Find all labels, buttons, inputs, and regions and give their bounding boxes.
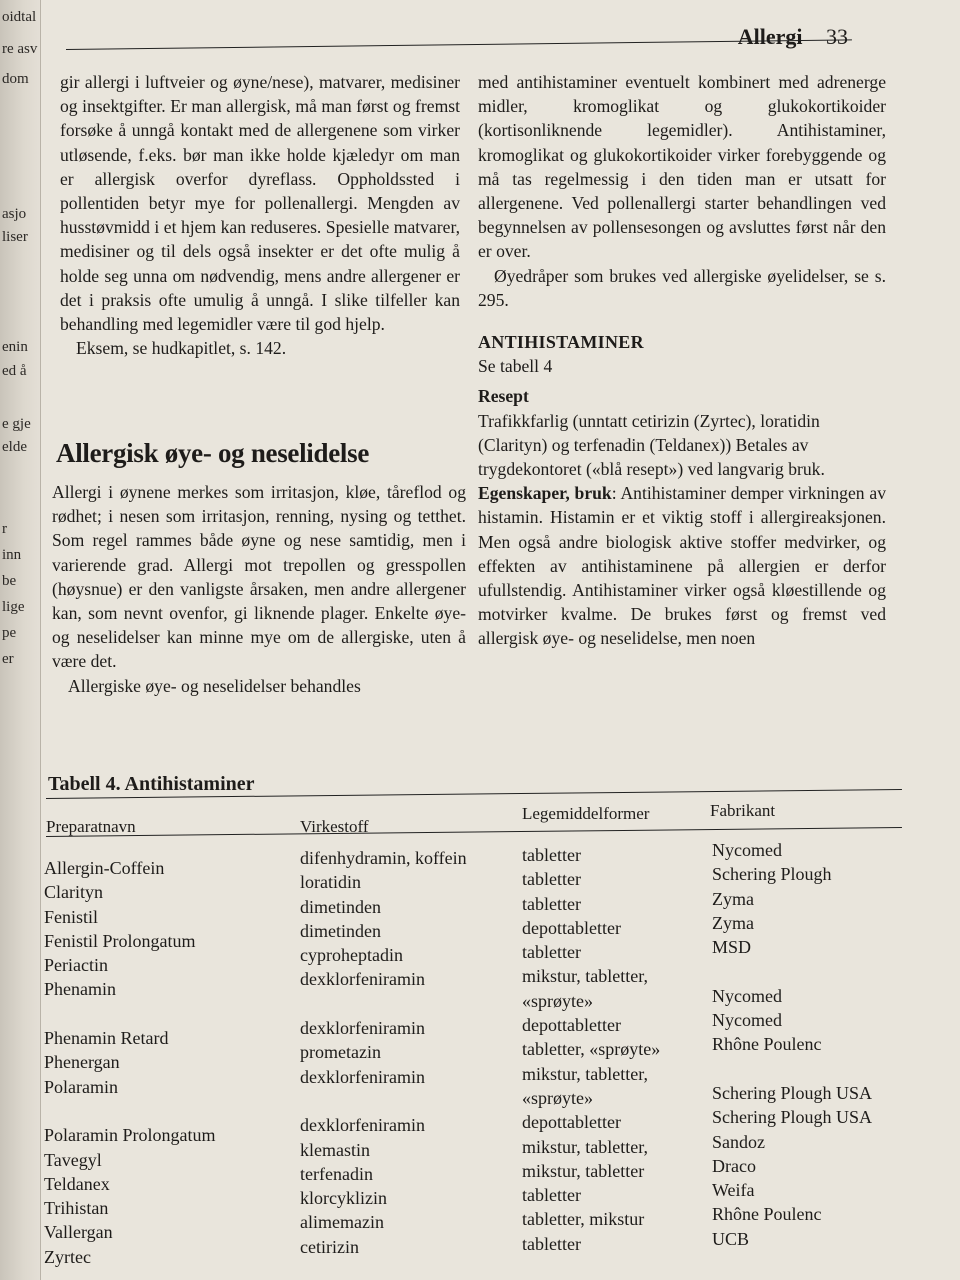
properties-text: : Antihistaminer demper virkningen av histamin. Histamin er et viktig stoff i allergireaksjonen. Men også andre biologisk aktive stoffer medvirker, og effekten av antihistaminene på allergien er derfor ufullstendig. Antihistaminer virker også kløestillende og motvirker kvalme. De brukes først og fremst ved allergisk øye- og neselidelse, men noen bbox=[478, 483, 886, 649]
table-cell: Zyma bbox=[712, 912, 754, 933]
column-fabrikant bbox=[712, 838, 872, 1251]
running-head bbox=[738, 24, 848, 50]
table-cell: klorcyklizin bbox=[300, 1188, 387, 1209]
adjacent-page-edge bbox=[0, 0, 41, 1280]
table-cell: Rhône Poulenc bbox=[712, 1204, 822, 1225]
table-cell: tabletter bbox=[522, 845, 581, 865]
body-paragraph: med antihistaminer eventuelt kombinert med adrenerge midler, kromoglikat og glukokortikoider (kortisonliknende legemidler). Antihistaminer, kromoglikat og glukokortikoider virker forebyggende og må tas regelmessig i den tiden man er utsatt for allergenene. Ved pollenallergi starter behandlingen ved begynnelsen av pollensesongen og avsluttes først når den er over. bbox=[478, 72, 886, 262]
body-paragraph: gir allergi i luftveier og øyne/nese), matvarer, medisiner og insektgifter. Er man allergisk, må man først og fremst forsøke å unngå kontakt med de allergenene som virker utløsende, f.eks. bør man ikke holde kjæledyr om man er allergisk overfor dyreflass. Oppholdssted i pollentiden betyr mye for pollenallergi. Mengden av husstøvmidd i et hjem kan reduseres. Spesielle matvarer, medisiner og til dels også insekter er det ofte mulig å holde seg unna om nødvendig, mens andre allergener er det i praksis ofte umulig å unngå. I slike tilfeller kan behandling med legemidler være til god hjelp. bbox=[60, 72, 460, 335]
body-paragraph: Øyedråper som brukes ved allergiske øyelidelser, se s. 295. bbox=[478, 265, 886, 310]
edge-fragment: asjo bbox=[2, 206, 27, 222]
left-column-section bbox=[52, 480, 466, 698]
column-header: Preparatnavn bbox=[46, 817, 136, 836]
table-cell: Trihistan bbox=[44, 1198, 109, 1219]
table-cell: depottabletter bbox=[522, 1112, 621, 1133]
table-cell: tabletter bbox=[522, 893, 581, 914]
body-paragraph: Allergiske øye- og neselidelser behandles bbox=[68, 675, 361, 696]
table-cell: Schering Plough USA bbox=[712, 1107, 873, 1128]
table-cell: Phenamin bbox=[44, 979, 116, 1000]
edge-fragment: be bbox=[2, 573, 17, 589]
table-cell: dexklorfeniramin bbox=[300, 1066, 425, 1087]
table-cell: loratidin bbox=[300, 872, 361, 893]
table-cell: cetirizin bbox=[300, 1236, 359, 1257]
edge-fragment: r bbox=[2, 521, 7, 537]
table-reference: Se tabell 4 bbox=[478, 356, 553, 377]
edge-fragment: liser bbox=[2, 229, 28, 245]
table-cell: Fenistil Prolongatum bbox=[44, 930, 196, 951]
table-cell: Nycomed bbox=[712, 985, 782, 1006]
table-cell: dimetinden bbox=[300, 896, 381, 917]
table-cell: «sprøyte» bbox=[522, 1087, 593, 1108]
table-cell: tabletter bbox=[522, 1185, 581, 1206]
edge-fragment: lige bbox=[2, 599, 25, 615]
table-cell: tabletter, «sprøyte» bbox=[522, 1039, 661, 1060]
body-paragraph: Allergi i øynene merkes som irritasjon, kløe, tåreflod og rødhet; i nesen som irritasjon, renning, nysing og tetthet. Som regel rammes både øyne og nese samtidig, men i varierende grad. Allergi mot trepollen og gresspollen (høysnue) er den vanligste årsaken, men andre allergener kan, som nevnt ovenfor, gi liknende plager. Enkelte øye- og neselidelser kan minne mye om de allergiske, uten å være det. bbox=[52, 482, 466, 672]
table-cell: UCB bbox=[712, 1228, 750, 1249]
table-cell: depottabletter bbox=[522, 1015, 621, 1036]
antihistamine-table bbox=[40, 770, 910, 1280]
table-cell: alimemazin bbox=[300, 1212, 384, 1233]
table-cell: prometazin bbox=[300, 1042, 381, 1063]
table-cell: mikstur, tabletter, bbox=[522, 1063, 649, 1084]
table-cell: Rhône Poulenc bbox=[712, 1034, 822, 1055]
subheading-antihistaminer: ANTIHISTAMINER bbox=[478, 332, 644, 353]
table-cell: Polaramin Prolongatum bbox=[44, 1125, 216, 1146]
table-cell: mikstur, tabletter bbox=[522, 1160, 645, 1181]
table-cell: klemastin bbox=[300, 1139, 370, 1160]
table-cell bbox=[712, 959, 872, 983]
column-header: Legemiddelformer bbox=[522, 804, 650, 823]
column-header: Virkestoff bbox=[300, 817, 369, 836]
edge-fragment: oidtal bbox=[2, 9, 37, 25]
table-cell: Nycomed bbox=[712, 840, 782, 860]
table-cell: tabletter, mikstur bbox=[522, 1209, 645, 1230]
table-cell: Schering Plough USA bbox=[712, 1082, 873, 1103]
table-cell: Allergin-Coffein bbox=[44, 858, 165, 878]
table-cell: difenhydramin, koffein bbox=[300, 848, 467, 868]
table-cell: cyproheptadin bbox=[300, 945, 403, 966]
table-cell: MSD bbox=[712, 937, 752, 958]
table-cell bbox=[44, 1002, 215, 1026]
column-preparatnavn bbox=[44, 856, 215, 1269]
table-cell: Polaramin bbox=[44, 1076, 118, 1097]
table-cell: Draco bbox=[712, 1155, 756, 1176]
header-rule bbox=[66, 39, 852, 50]
table-cell: «sprøyte» bbox=[522, 990, 593, 1011]
table-cell: Zyrtec bbox=[44, 1246, 91, 1267]
edge-fragment: ed å bbox=[2, 363, 27, 379]
edge-fragment: e gje bbox=[2, 416, 31, 432]
table-cell: Phenergan bbox=[44, 1052, 120, 1073]
table-cell: tabletter bbox=[522, 942, 581, 963]
table-cell: terfenadin bbox=[300, 1163, 373, 1184]
table-cell: Teldanex bbox=[44, 1173, 110, 1194]
table-cell: dexklorfeniramin bbox=[300, 969, 425, 990]
table-cell bbox=[44, 1099, 215, 1123]
column-virkestoff bbox=[300, 846, 467, 1259]
table-cell bbox=[300, 992, 467, 1016]
running-title: Allergi bbox=[737, 24, 803, 49]
table-cell: tabletter bbox=[522, 869, 581, 890]
table-cell: Fenistil bbox=[44, 906, 99, 927]
left-column-top bbox=[60, 70, 460, 360]
edge-fragment: enin bbox=[2, 339, 28, 355]
column-header: Fabrikant bbox=[710, 801, 776, 820]
edge-fragment: pe bbox=[2, 625, 17, 641]
table-cell: Weifa bbox=[712, 1180, 755, 1201]
table-cell: dimetinden bbox=[300, 920, 381, 941]
table-cell: Vallergan bbox=[44, 1222, 113, 1243]
edge-fragment: dom bbox=[2, 71, 29, 87]
edge-fragment: elde bbox=[2, 439, 27, 455]
column-legemiddelformer bbox=[522, 843, 660, 1256]
page-number: 33 bbox=[826, 24, 848, 49]
table-cell: Clarityn bbox=[44, 882, 103, 903]
edge-fragment: er bbox=[2, 651, 14, 667]
resept-label: Resept bbox=[478, 386, 529, 407]
edge-fragment: inn bbox=[2, 547, 22, 563]
table-cell: dexklorfeniramin bbox=[300, 1018, 425, 1039]
table-cell: mikstur, tabletter, bbox=[522, 966, 649, 987]
body-paragraph: Eksem, se hudkapitlet, s. 142. bbox=[76, 338, 287, 359]
table-cell: Nycomed bbox=[712, 1010, 782, 1031]
resept-text: Trafikkfarlig (unntatt cetirizin (Zyrtec), loratidin (Clarityn) og terfenadin (Teldanex)) Betales av trygdekontoret («blå resept») ved langvarig bruk. bbox=[478, 410, 825, 480]
table-cell bbox=[300, 1089, 467, 1113]
table-cell: Sandoz bbox=[712, 1131, 765, 1152]
table-cell: mikstur, tabletter, bbox=[522, 1136, 649, 1157]
properties-label: Egenskaper, bruk bbox=[478, 483, 612, 504]
table-cell: Periactin bbox=[44, 955, 108, 976]
table-cell: Phenamin Retard bbox=[44, 1028, 169, 1049]
edge-fragment: re asv bbox=[2, 41, 38, 57]
table-cell: tabletter bbox=[522, 1233, 581, 1254]
table-caption: Tabell 4. Antihistaminer bbox=[48, 773, 255, 795]
table-cell: depottabletter bbox=[522, 917, 621, 938]
table-cell: Schering Plough bbox=[712, 864, 832, 885]
right-column bbox=[478, 70, 886, 651]
table-cell: Tavegyl bbox=[44, 1149, 102, 1170]
table-header-rule bbox=[46, 827, 902, 837]
section-heading: Allergisk øye- og neselidelse bbox=[56, 438, 370, 468]
table-cell bbox=[712, 1057, 872, 1081]
table-cell: dexklorfeniramin bbox=[300, 1115, 425, 1136]
table-cell: Zyma bbox=[712, 888, 754, 909]
